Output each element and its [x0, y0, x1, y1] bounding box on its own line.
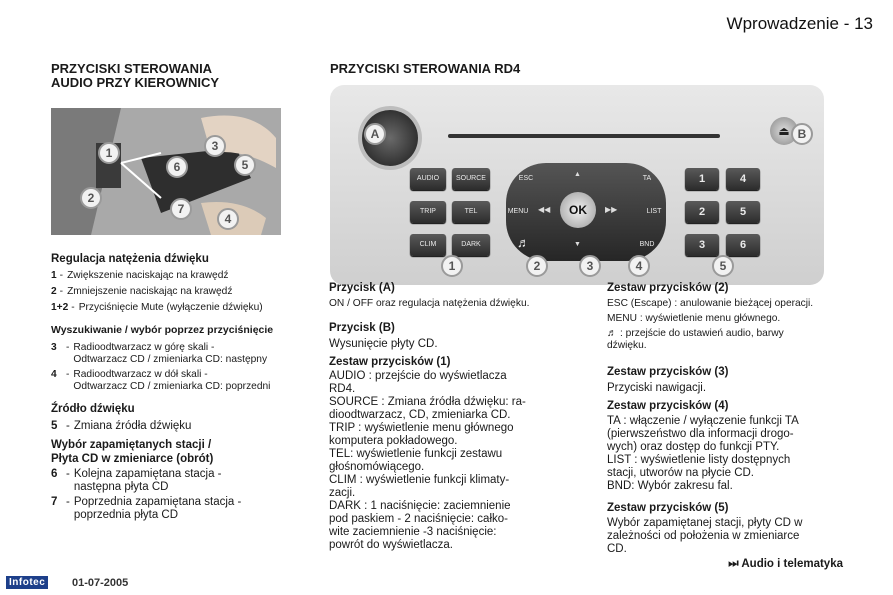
bnd-button[interactable]: BND — [639, 241, 655, 248]
callout-6: 6 — [166, 156, 188, 178]
callout-b: B — [791, 123, 813, 145]
audio-button[interactable]: AUDIO — [410, 168, 446, 190]
music-note-icon[interactable]: ♬ — [517, 235, 530, 250]
section-text: MENU : wyświetlenie menu głównego. — [607, 313, 781, 324]
section-title: Zestaw przycisków (5) — [607, 502, 729, 514]
memory-section — [51, 438, 296, 522]
callout-group-4: 4 — [628, 255, 650, 277]
right-heading: PRZYCISKI STEROWANIA RD4 — [330, 61, 521, 76]
section-title: Zestaw przycisków (4) — [607, 400, 729, 412]
section-text: TA : włączenie / wyłączenie funkcji TA (pierwszeństwo dla informacji drogo- wych) oraz dostęp do funkcji PTY. LIST : wyświetlenie listy dostępnych stacji, utworów na płycie CD. BND: Wybór zakresu fal. — [607, 415, 799, 492]
preset-5-button[interactable]: 5 — [726, 201, 760, 223]
list-item: 5 - Zmiana źródła dźwięku — [51, 420, 192, 432]
menu-button[interactable]: MENU — [507, 208, 529, 215]
preset-6-button[interactable]: 6 — [726, 234, 760, 256]
print-date: 01-07-2005 — [72, 577, 129, 589]
brand-logo: Infotec — [6, 576, 48, 589]
list-item: 4 - Radioodtwarzacz w dół skali - Odtwarzacz CD / zmieniarka CD: poprzedni — [51, 369, 271, 392]
page-title: Wprowadzenie - 13 — [726, 14, 873, 33]
next-icon: ⏭ — [728, 558, 739, 570]
left-heading — [51, 62, 219, 90]
section-title: Zestaw przycisków (2) — [607, 282, 729, 294]
section-title: Przycisk (B) — [329, 322, 395, 334]
trip-button[interactable]: TRIP — [410, 201, 446, 223]
next-link-label: Audio i telematyka — [741, 558, 843, 570]
left-heading-line: AUDIO PRZY KIEROWNICY — [51, 75, 220, 90]
source-section — [51, 402, 291, 433]
memory-title: Wybór zapamiętanych stacji / Płyta CD w zmieniarce (obrót) — [51, 439, 214, 465]
eject-icon: ⏏ — [778, 124, 790, 138]
callout-1: 1 — [98, 142, 120, 164]
section-text: ♬ : przejście do ustawień audio, barwy dźwięku. — [607, 328, 784, 351]
list-item: 3 - Radioodtwarzacz w górę skali - Odtwarzacz CD / zmieniarka CD: następny — [51, 342, 268, 365]
section-text: AUDIO : przejście do wyświetlacza RD4. SOURCE : Zmiana źródła dźwięku: ra- dioodtwarzacz, CD, zmieniarka CD. TRIP : wyświetlenie menu głównego komputera pokładowego. TEL: wyświetlenie funkcji zestawu głośnomówiącego. CLIM : wyświetlenie funkcji klimaty- zacji. DARK : 1 naciśnięcie: zaciemnienie pod paskiem - 2 naciśnięcie: całko- wite zaciemnienie -3 naciśnięcie: powrót do wyświetlacza. — [329, 370, 526, 551]
section-text: ESC (Escape) : anulowanie bieżącej operacji. — [607, 298, 814, 309]
search-title: Wyszukiwanie / wybór poprzez przyciśnięcie — [51, 324, 274, 336]
preset-2-button[interactable]: 2 — [685, 201, 719, 223]
list-button[interactable]: LIST — [646, 208, 662, 215]
ok-button[interactable]: OK — [560, 192, 596, 228]
arrow-down-icon[interactable]: ▼ — [574, 241, 581, 248]
volume-section — [51, 252, 291, 314]
preset-1-button[interactable]: 1 — [685, 168, 719, 190]
left-heading-line: PRZYCISKI STEROWANIA — [51, 61, 213, 76]
callout-5: 5 — [234, 154, 256, 176]
callout-group-1: 1 — [441, 255, 463, 277]
list-item: 6 - Kolejna zapamiętana stacja - następna płyta CD — [51, 468, 222, 493]
section-text: Wybór zapamiętanej stacji, płyty CD w zależności od położenia w zmieniarce CD. — [607, 517, 803, 555]
rd4-description-col2 — [607, 281, 843, 571]
ta-button[interactable]: TA — [642, 175, 652, 182]
list-item: 1+2 - Przyciśnięcie Mute (wyłączenie dźwięku) — [51, 302, 263, 313]
source-title: Źródło dźwięku — [51, 403, 135, 415]
volume-title: Regulacja natężenia dźwięku — [51, 253, 209, 265]
callout-group-3: 3 — [579, 255, 601, 277]
preset-3-button[interactable]: 3 — [685, 234, 719, 256]
callout-group-2: 2 — [526, 255, 548, 277]
arrow-up-icon[interactable]: ▲ — [574, 171, 581, 178]
section-text: Wysunięcie płyty CD. — [329, 338, 438, 350]
list-item: 1 - Zwiększenie naciskając na krawędź — [51, 270, 229, 281]
seek-back-icon[interactable]: ◀◀ — [538, 205, 551, 214]
section-text: ON / OFF oraz regulacja natężenia dźwięku. — [329, 298, 530, 309]
preset-4-button[interactable]: 4 — [726, 168, 760, 190]
cd-slot — [448, 134, 720, 138]
callout-2: 2 — [80, 187, 102, 209]
list-item: 7 - Poprzednia zapamiętana stacja - poprzednia płyta CD — [51, 496, 242, 521]
callout-3: 3 — [204, 135, 226, 157]
section-title: Zestaw przycisków (3) — [607, 366, 729, 378]
dark-button[interactable]: DARK — [452, 234, 490, 256]
source-button[interactable]: SOURCE — [452, 168, 490, 190]
section-text: Przyciski nawigacji. — [607, 382, 707, 394]
tel-button[interactable]: TEL — [452, 201, 490, 223]
rd4-radio-faceplate — [330, 85, 824, 285]
section-title: Przycisk (A) — [329, 282, 395, 294]
clim-button[interactable]: CLIM — [410, 234, 446, 256]
section-title: Zestaw przycisków (1) — [329, 356, 451, 368]
callout-a: A — [364, 123, 386, 145]
callout-7: 7 — [170, 198, 192, 220]
callout-4: 4 — [217, 208, 239, 230]
next-section-link[interactable] — [607, 558, 843, 571]
seek-forward-icon[interactable]: ▶▶ — [605, 205, 618, 214]
search-section — [51, 323, 296, 393]
rd4-description-col1 — [329, 281, 564, 552]
steering-control-photo — [51, 108, 281, 235]
list-item: 2 - Zmniejszenie naciskając na krawędź — [51, 286, 233, 297]
callout-group-5: 5 — [712, 255, 734, 277]
esc-button[interactable]: ESC — [518, 175, 534, 182]
